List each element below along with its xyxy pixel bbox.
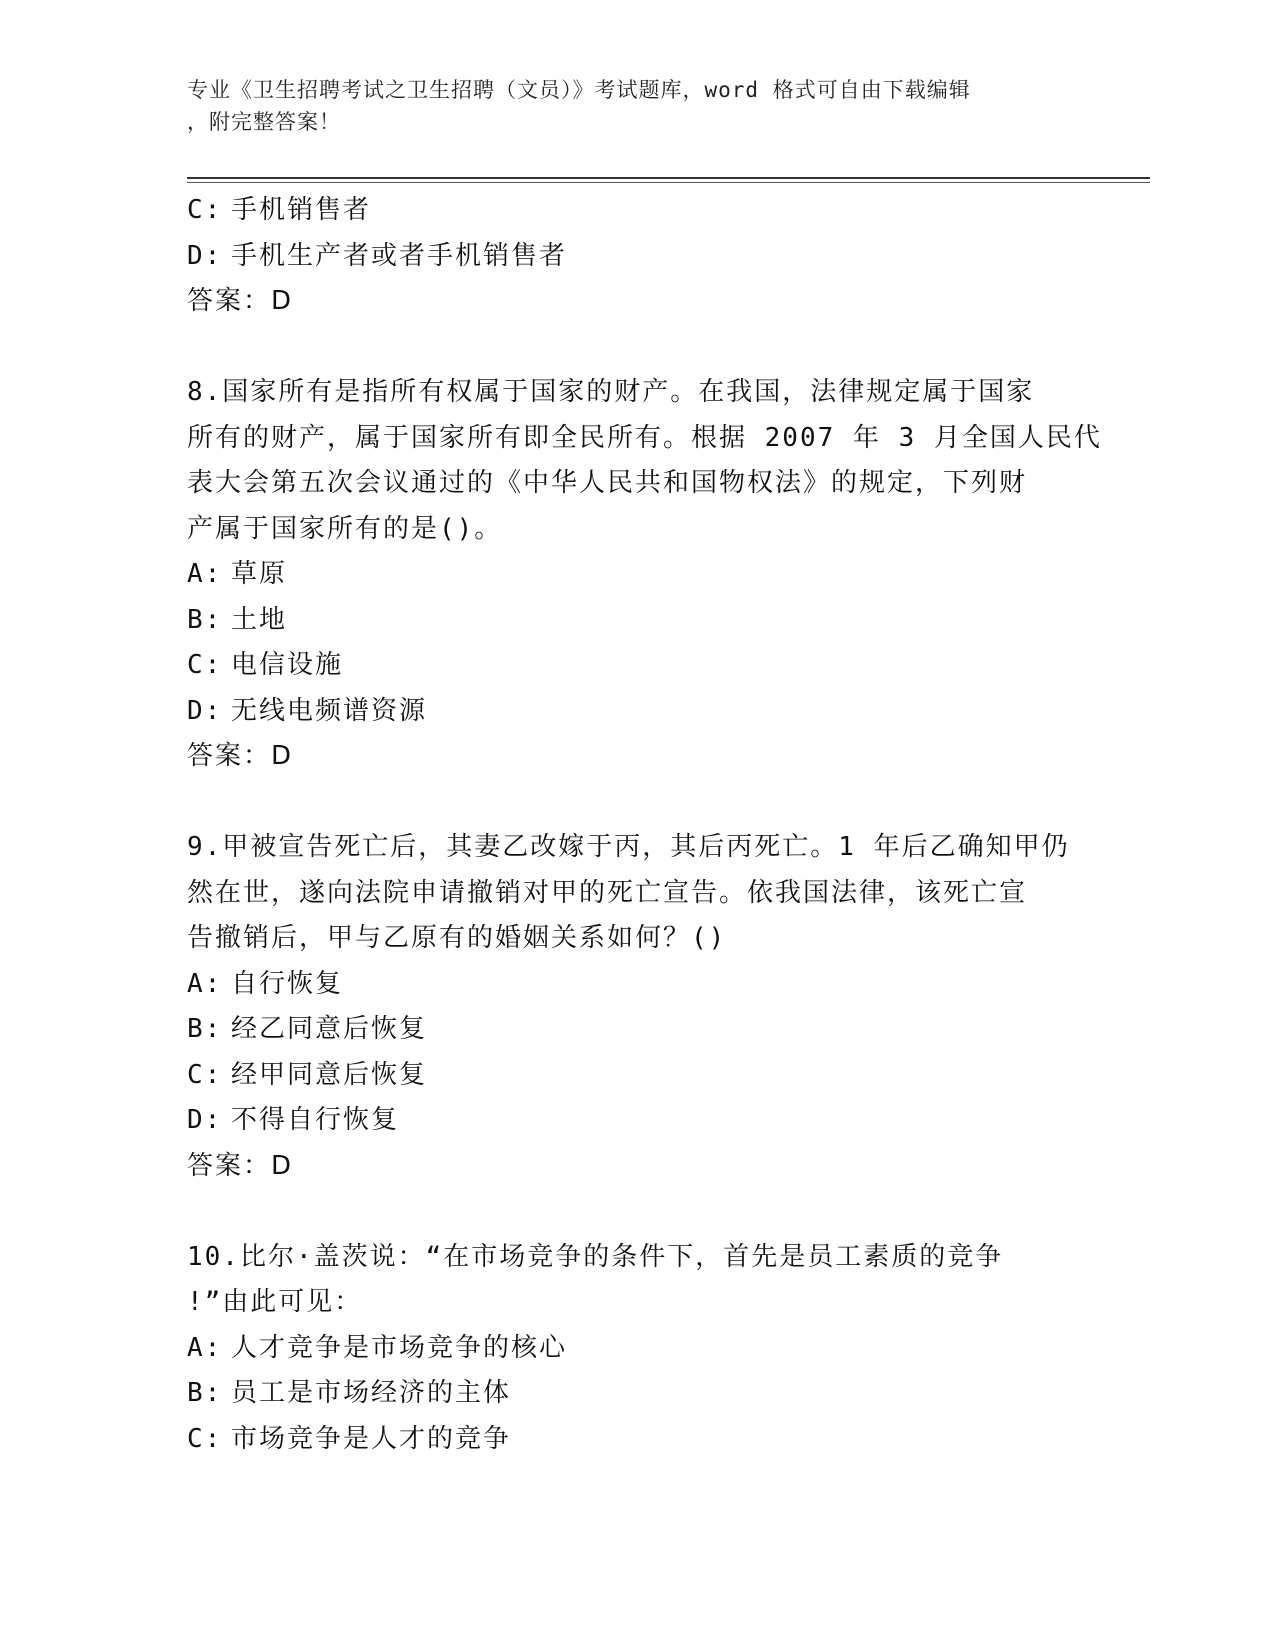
answer-line: 答案：D	[187, 741, 294, 771]
option-b: B: 员工是市场经济的主体	[187, 1378, 512, 1408]
spacer	[187, 325, 1087, 371]
option-a: A: 人才竞争是市场竞争的核心	[187, 1332, 568, 1363]
spacer	[187, 780, 1087, 826]
option-b: B: 经乙同意后恢复	[187, 1014, 428, 1044]
option-c: C: 经甲同意后恢复	[187, 1059, 428, 1090]
header-divider-thick	[187, 177, 1150, 179]
question-text-line: 表大会第五次会议通过的《中华人民共和国物权法》的规定，下列财	[187, 468, 1028, 498]
question-text-line: 然在世，遂向法院申请撤销对甲的死亡宣告。依我国法律，该死亡宣	[187, 877, 1028, 908]
question-text-line: 告撤销后，甲与乙原有的婚姻关系如何？()	[187, 923, 727, 953]
question-9	[187, 825, 1087, 1189]
option-d: D: 无线电频谱资源	[187, 695, 428, 726]
option-b: B: 土地	[187, 604, 288, 635]
document-header	[187, 74, 1067, 138]
header-line-1: 专业《卫生招聘考试之卫生招聘（文员）》考试题库，word 格式可自由下载编辑	[187, 78, 971, 102]
answer-line: 答案：D	[187, 286, 294, 316]
header-line-2: ，附完整答案！	[187, 110, 341, 134]
option-c: C: 电信设施	[187, 650, 344, 680]
option-c: C: 手机销售者	[187, 195, 372, 225]
question-text-line: !”由此可见：	[187, 1287, 363, 1317]
question-text-line: 10.比尔·盖茨说：“在市场竞争的条件下，首先是员工素质的竞争	[187, 1241, 1004, 1272]
question-8	[187, 370, 1102, 780]
option-d: D: 手机生产者或者手机销售者	[187, 240, 568, 271]
option-d: D: 不得自行恢复	[187, 1105, 400, 1135]
question-7-tail	[187, 188, 1087, 325]
option-a: A: 自行恢复	[187, 968, 344, 999]
question-text-line: 8.国家所有是指所有权属于国家的财产。在我国，法律规定属于国家	[187, 377, 1035, 407]
question-content	[187, 188, 1102, 1462]
option-c: C: 市场竞争是人才的竞争	[187, 1423, 512, 1454]
question-text-line: 所有的财产，属于国家所有即全民所有。根据 2007 年 3 月全国人民代	[187, 422, 1102, 453]
option-a: A: 草原	[187, 559, 288, 589]
question-text-line: 产属于国家所有的是()。	[187, 513, 503, 544]
answer-line: 答案：D	[187, 1150, 294, 1181]
question-text-line: 9.甲被宣告死亡后，其妻乙改嫁于丙，其后丙死亡。1 年后乙确知甲仍	[187, 832, 1070, 862]
question-10	[187, 1235, 1087, 1463]
spacer	[187, 1189, 1087, 1235]
header-divider-thin	[187, 182, 1150, 183]
